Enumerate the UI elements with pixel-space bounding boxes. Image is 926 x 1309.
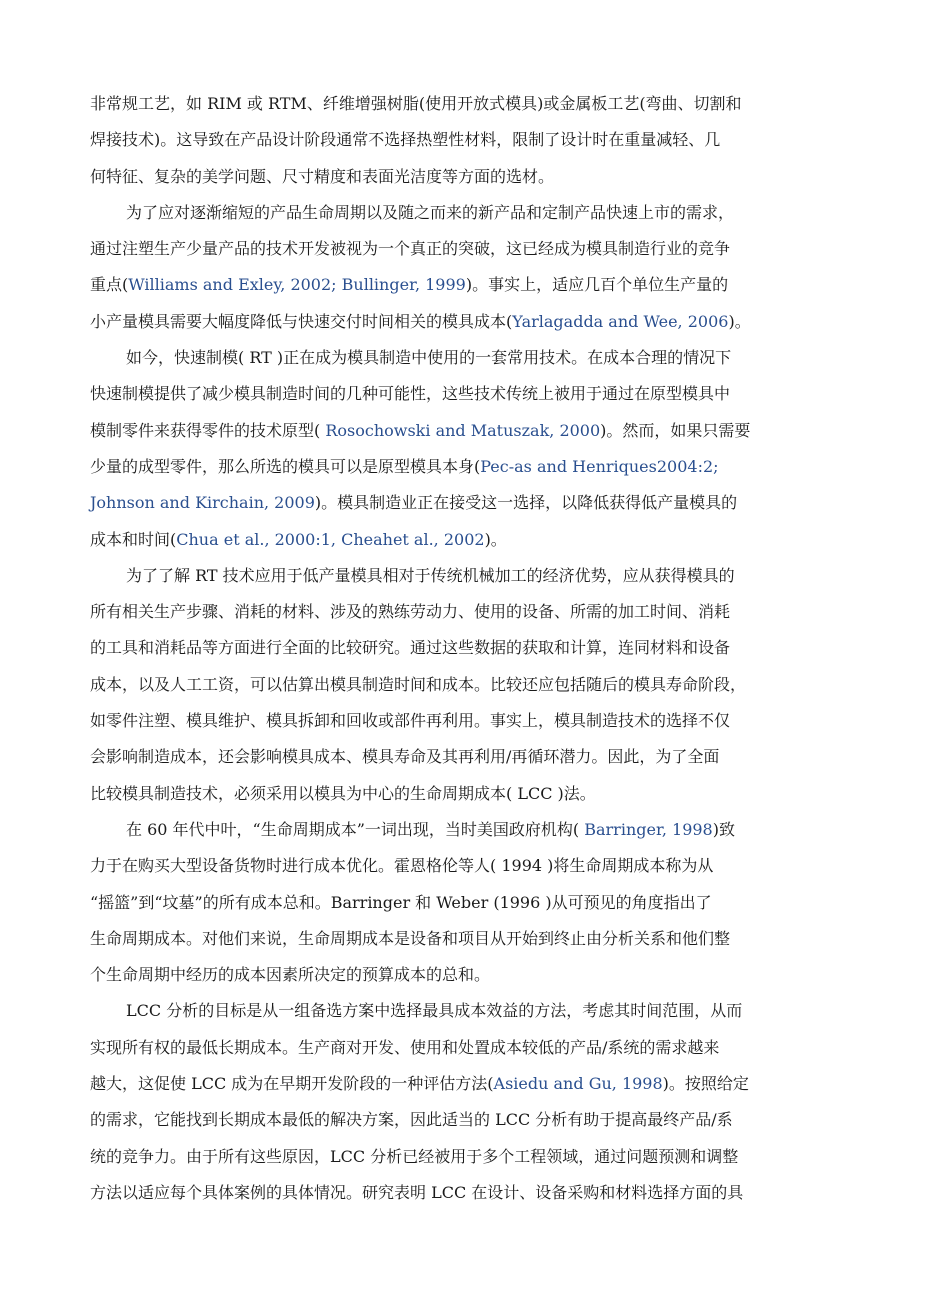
text-line xyxy=(90,885,842,921)
text-line xyxy=(90,159,842,195)
text-segment: 少量的成型零件，那么所选的模具可以是原型模具本身( xyxy=(90,456,481,476)
text-line xyxy=(90,594,842,630)
text-line xyxy=(90,413,842,449)
text-segment: )致 xyxy=(712,819,735,839)
text-segment: 生命周期成本。对他们来说，生命周期成本是设备和项目从开始到终止由分析关系和他们整 xyxy=(90,928,731,948)
text-line xyxy=(90,667,842,703)
citation: Asiedu and Gu, 1998 xyxy=(493,1074,663,1094)
text-line xyxy=(90,993,842,1029)
text-segment: )。然而，如果只需要 xyxy=(600,420,751,440)
text-line xyxy=(90,630,842,666)
text-segment: 成本，以及人工工资，可以估算出模具制造时间和成本。比较还应包括随后的模具寿命阶段， xyxy=(90,674,747,694)
citation: Williams and Exley, 2002; Bullinger, 1999 xyxy=(128,275,466,295)
text-segment: 模制零件来获得零件的技术原型( xyxy=(90,420,321,440)
text-line xyxy=(90,304,842,340)
text-segment: 统的竞争力。由于所有这些原因，LCC 分析已经被用于多个工程领域，通过问题预测和调整 xyxy=(90,1146,739,1166)
paragraph xyxy=(90,812,842,993)
text-segment: 如零件注塑、模具维护、模具拆卸和回收或部件再利用。事实上，模具制造技术的选择不仅 xyxy=(90,711,731,731)
text-segment: 的需求，它能找到长期成本最低的解决方案，因此适当的 LCC 分析有助于提高最终产品/系 xyxy=(90,1110,733,1130)
text-line xyxy=(90,1030,842,1066)
citation: Yarlagadda and Wee, 2006 xyxy=(512,311,729,331)
paragraph xyxy=(90,195,842,340)
citation: Rosochowski and Matuszak, 2000 xyxy=(320,420,601,440)
text-segment: 通过注塑生产少量产品的技术开发被视为一个真正的突破，这已经成为模具制造行业的竞争 xyxy=(90,239,731,259)
text-segment: 快速制模提供了减少模具制造时间的几种可能性，这些技术传统上被用于通过在原型模具中 xyxy=(90,384,731,404)
citation: Pec-as and Henriques2004:2; xyxy=(480,456,719,476)
text-line xyxy=(90,86,842,122)
text-segment: 所有相关生产步骤、消耗的材料、涉及的熟练劳动力、使用的设备、所需的加工时间、消耗 xyxy=(90,602,731,622)
text-segment: 会影响制造成本，还会影响模具成本、模具寿命及其再利用/再循环潜力。因此，为了全面 xyxy=(90,747,720,767)
text-segment: 为了了解 RT 技术应用于低产量模具相对于传统机械加工的经济优势，应从获得模具的 xyxy=(126,565,735,585)
text-segment: 重点( xyxy=(90,275,129,295)
body-text xyxy=(90,86,842,1211)
text-segment: )。模具制造业正在接受这一选择，以降低获得低产量模具的 xyxy=(314,493,738,513)
paragraph xyxy=(90,558,842,812)
text-segment: 方法以适应每个具体案例的具体情况。研究表明 LCC 在设计、设备采购和材料选择方面的具 xyxy=(90,1182,744,1202)
citation: Chua et al., 2000:1, Cheahet al., 2002 xyxy=(176,529,485,549)
text-line xyxy=(90,267,842,303)
text-line xyxy=(90,957,842,993)
text-segment: “摇篮”到“坟墓”的所有成本总和。Barringer 和 Weber (1996 )从可预见的角度指出了 xyxy=(90,892,712,912)
text-segment: 焊接技术)。这导致在产品设计阶段通常不选择热塑性材料，限制了设计时在重量减轻、几 xyxy=(90,130,721,150)
text-segment: 力于在购买大型设备货物时进行成本优化。霍恩格伦等人( 1994 )将生命周期成本称为从 xyxy=(90,856,714,876)
text-line xyxy=(90,376,842,412)
text-line xyxy=(90,558,842,594)
paragraph xyxy=(90,86,842,195)
text-line xyxy=(90,449,842,485)
text-segment: 越大，这促使 LCC 成为在早期开发阶段的一种评估方法( xyxy=(90,1074,494,1094)
paragraph xyxy=(90,340,842,558)
text-segment: )。 xyxy=(484,529,507,549)
paragraph xyxy=(90,993,842,1211)
text-line xyxy=(90,1066,842,1102)
text-segment: 在 60 年代中叶，“生命周期成本”一词出现，当时美国政府机构( xyxy=(126,819,580,839)
text-line xyxy=(90,703,842,739)
text-line xyxy=(90,1139,842,1175)
text-segment: 小产量模具需要大幅度降低与快速交付时间相关的模具成本( xyxy=(90,311,513,331)
text-segment: 如今，快速制模( RT )正在成为模具制造中使用的一套常用技术。在成本合理的情况下 xyxy=(126,348,732,368)
text-segment: 实现所有权的最低长期成本。生产商对开发、使用和处置成本较低的产品/系统的需求越来 xyxy=(90,1037,720,1057)
text-line xyxy=(90,848,842,884)
text-segment: 比较模具制造技术，必须采用以模具为中心的生命周期成本( LCC )法。 xyxy=(90,783,596,803)
citation: Barringer, 1998 xyxy=(579,819,713,839)
text-line xyxy=(90,122,842,158)
text-segment: )。按照给定 xyxy=(662,1074,749,1094)
text-segment: )。 xyxy=(728,311,751,331)
text-line xyxy=(90,812,842,848)
text-segment: 个生命周期中经历的成本因素所决定的预算成本的总和。 xyxy=(90,965,491,985)
text-line xyxy=(90,522,842,558)
citation: Johnson and Kirchain, 2009 xyxy=(90,493,315,513)
text-line xyxy=(90,776,842,812)
text-line xyxy=(90,1102,842,1138)
text-line xyxy=(90,921,842,957)
text-segment: 的工具和消耗品等方面进行全面的比较研究。通过这些数据的获取和计算，连同材料和设备 xyxy=(90,638,731,658)
text-line xyxy=(90,340,842,376)
text-line xyxy=(90,1175,842,1211)
text-line xyxy=(90,231,842,267)
text-line xyxy=(90,739,842,775)
text-segment: 何特征、复杂的美学问题、尺寸精度和表面光洁度等方面的选材。 xyxy=(90,166,555,186)
text-segment: LCC 分析的目标是从一组备选方案中选择最具成本效益的方法，考虑其时间范围，从而 xyxy=(126,1001,743,1021)
text-segment: 为了应对逐渐缩短的产品生命周期以及随之而来的新产品和定制产品快速上市的需求， xyxy=(126,202,735,222)
text-segment: )。事实上，适应几百个单位生产量的 xyxy=(465,275,729,295)
text-line xyxy=(90,195,842,231)
text-line xyxy=(90,485,842,521)
text-segment: 非常规工艺，如 RIM 或 RTM、纤维增强树脂(使用开放式模具)或金属板工艺(弯曲、切割和 xyxy=(90,94,742,113)
text-segment: 成本和时间( xyxy=(90,529,177,549)
